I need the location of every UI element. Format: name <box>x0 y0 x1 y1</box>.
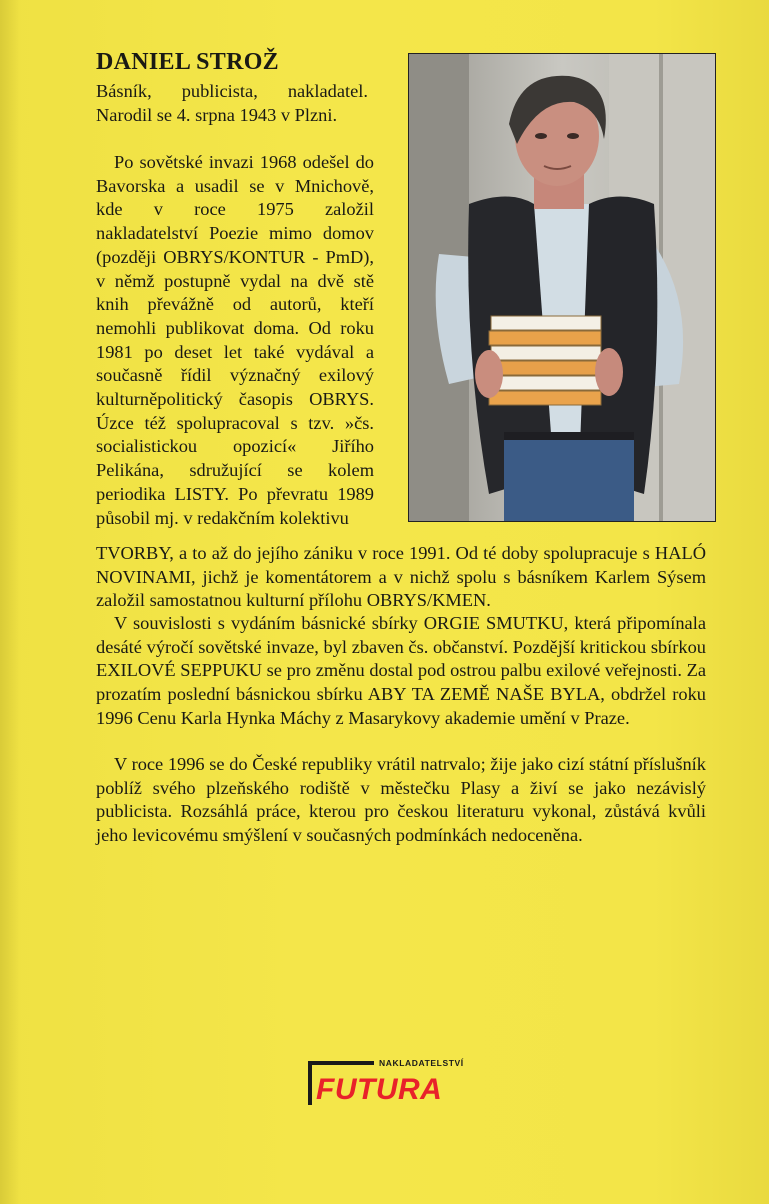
author-name: DANIEL STROŽ <box>96 49 279 75</box>
bio-paragraph-start: Po sovětské invazi 1968 odešel do Bavorska a usadil se v Mnichově, kde v roce 1975 založil nakladatelství Poezie mimo domov (později OBRYS/KONTUR - PmD), v němž postupně vydal na dvě stě knih převážně od autorů, kteří nemohli publikovat doma. Od roku 1981 po deset let také vydával a současně řídil význačný exilový kulturněpolitický časopis OBRYS. Úzce též spolupracoval s tzv. »čs. socialistickou opozicí« Jiřího Pelikána, sdružující se kolem periodika LISTY. Po převratu 1989 působil mj. v redakčním kolektivu <box>96 152 374 528</box>
logo-frame-left <box>308 1061 312 1105</box>
author-intro: Básník, publicista, nakladatel. Narodil se 4. srpna 1943 v Plzni. <box>96 81 368 125</box>
logo-frame-top <box>308 1061 374 1065</box>
publisher-name: FUTURA <box>316 1073 443 1106</box>
bio-paragraph-2: V souvislosti s vydáním básnické sbírky ORGIE SMUTKU, která připomínala desáté výročí sovětské invaze, byl zbaven čs. občanství. Pozdější kritickou sbírkou EXILOVÉ SEPPUKU se pro změnu dostal pod ostrou palbu exilové veřejnosti. Za prozatím poslední básnickou sbírku ABY TA ZEMĚ NAŠE BYLA, obdržel roku 1996 Cenu Karla Hynka Máchy z Masarykovy akademie umění v Praze. <box>96 613 706 728</box>
publisher-logo <box>306 1056 466 1118</box>
bio-paragraph-3: V roce 1996 se do České republiky vrátil natrvalo; žije jako cizí státní příslušník poblíž svého plzeňského rodiště v městečku Plasy a živí se jako nezávislý publicista. Rozsáhlá práce, kterou pro českou literaturu vykonal, zůstává kvůli jeho levicovému smýšlení v současných podmínkách nedoceněna. <box>96 754 706 846</box>
bio-paragraph-continued: TVORBY, a to až do jejího zániku v roce 1991. Od té doby spolupracuje s HALÓ NOVINAMI, jichž je komentátorem a v nichž spolu s básníkem Karlem Sýsem založil samostatnou kulturní přílohu OBRYS/KMEN. <box>96 543 706 611</box>
cover-spine-shadow <box>0 0 20 1204</box>
publisher-kind: NAKLADATELSTVÍ <box>379 1058 464 1068</box>
author-photo <box>408 53 716 522</box>
